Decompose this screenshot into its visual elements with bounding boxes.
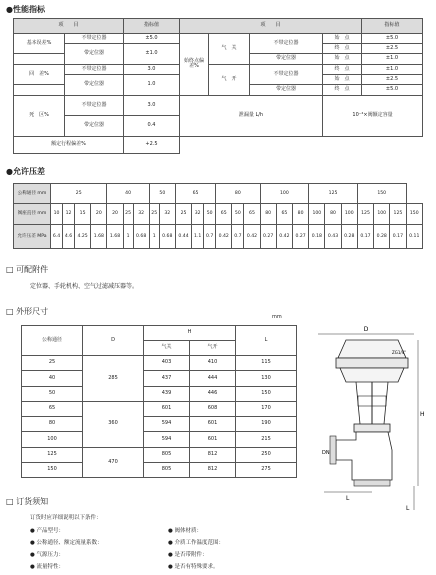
dimensions-table bbox=[21, 325, 297, 478]
dp-cell: 0.7 bbox=[204, 225, 216, 249]
cell: 150 bbox=[357, 184, 406, 204]
cell: 50 bbox=[149, 184, 175, 204]
cell: 1.0 bbox=[124, 74, 180, 95]
seat-cell: 25 bbox=[149, 204, 159, 225]
seat-cell: 32 bbox=[192, 204, 204, 225]
seat-cell: 65 bbox=[244, 204, 260, 225]
dimensions-heading: □ 外形尺寸 bbox=[6, 307, 49, 316]
order-left-1: ● 公称通径、额定流量系数： bbox=[30, 540, 103, 546]
dp-cell: 0.11 bbox=[406, 225, 422, 249]
h-value-2: 指标值 bbox=[362, 19, 423, 34]
h-value: 指标值 bbox=[124, 19, 180, 34]
seat-cell: 125 bbox=[357, 204, 373, 225]
order-left-3: ● 流量特性： bbox=[30, 564, 65, 570]
dp-cell: 1.68 bbox=[91, 225, 107, 249]
valve-drawing bbox=[310, 320, 430, 520]
dp-cell: 0.28 bbox=[341, 225, 357, 249]
dp-cell: 0.28 bbox=[374, 225, 390, 249]
seat-cell: 80 bbox=[325, 204, 341, 225]
dp-cell: 0.68 bbox=[159, 225, 175, 249]
cell: 80 bbox=[216, 184, 260, 204]
cell: 360 bbox=[83, 401, 144, 447]
cell: 805 bbox=[144, 462, 190, 477]
dp-cell: 0.44 bbox=[175, 225, 191, 249]
cell: 公称通径 bbox=[22, 326, 83, 356]
label-qk: 气 开 bbox=[209, 64, 250, 95]
seat-cell: 100 bbox=[374, 204, 390, 225]
seat-cell: 32 bbox=[159, 204, 175, 225]
cell: 终 点 bbox=[323, 85, 362, 95]
label-L1: L bbox=[346, 495, 350, 502]
cell: 40 bbox=[22, 371, 83, 386]
cell: 40 bbox=[107, 184, 149, 204]
h-item-2: 项 目 bbox=[180, 19, 362, 34]
dp-cell: 1.1 bbox=[192, 225, 204, 249]
cell: 594 bbox=[144, 432, 190, 447]
seat-cell: 65 bbox=[276, 204, 292, 225]
cell: 始 点 bbox=[323, 74, 362, 84]
cell: 812 bbox=[190, 447, 236, 462]
cell: ±2.5 bbox=[362, 44, 423, 54]
label-qg: 气 关 bbox=[209, 33, 250, 64]
cell: 125 bbox=[309, 184, 358, 204]
cell: 439 bbox=[144, 386, 190, 401]
seat-cell: 25 bbox=[123, 204, 133, 225]
cell: 不带定位器 bbox=[65, 64, 124, 74]
seat-cell: 100 bbox=[309, 204, 325, 225]
mm-label: mm bbox=[272, 314, 282, 320]
order-right-3: ● 是否有特殊要求。 bbox=[168, 564, 219, 570]
order-right-0: ● 阀体材质： bbox=[168, 528, 203, 534]
cell: 3.0 bbox=[124, 95, 180, 116]
cell: 带定位器 bbox=[250, 85, 323, 95]
accessories-text: 定位器、手轮机构、空气过滤减压器等。 bbox=[30, 283, 139, 290]
dp-cell: 0.17 bbox=[390, 225, 406, 249]
cell: ±5.0 bbox=[362, 85, 423, 95]
label-hysteresis: 回 差% bbox=[14, 64, 65, 85]
seat-cell: 100 bbox=[341, 204, 357, 225]
seat-cell: 50 bbox=[232, 204, 244, 225]
cell: 25 bbox=[51, 184, 107, 204]
cell: 150 bbox=[22, 462, 83, 477]
cell: 446 bbox=[190, 386, 236, 401]
cell: 601 bbox=[190, 417, 236, 432]
cell: 始 点 bbox=[323, 33, 362, 43]
pressure-table bbox=[13, 183, 423, 249]
cell: ±5.0 bbox=[362, 33, 423, 43]
label-L2: L bbox=[406, 505, 410, 512]
dp-cell: 4.6 bbox=[63, 225, 75, 249]
cell: 170 bbox=[236, 401, 297, 416]
seat-cell: 15 bbox=[75, 204, 91, 225]
leak-value: 10⁻⁴×阀额定容量 bbox=[323, 95, 423, 136]
cell: 带定位器 bbox=[65, 44, 124, 65]
seat-cell: 12 bbox=[63, 204, 75, 225]
cell: D bbox=[83, 326, 144, 356]
cell: 50 bbox=[22, 386, 83, 401]
dp-cell: 0.43 bbox=[325, 225, 341, 249]
cell: 190 bbox=[236, 417, 297, 432]
cell: 594 bbox=[144, 417, 190, 432]
cell: +2.5 bbox=[124, 136, 180, 153]
cell: 带定位器 bbox=[65, 74, 124, 95]
seat-cell: 125 bbox=[390, 204, 406, 225]
order-left-0: ● 产品型号： bbox=[30, 528, 65, 534]
seat-cell: 32 bbox=[133, 204, 149, 225]
seat-cell: 25 bbox=[175, 204, 191, 225]
cell: 470 bbox=[83, 447, 144, 478]
cell: 115 bbox=[236, 356, 297, 371]
cell: ±2.5 bbox=[362, 74, 423, 84]
cell: 601 bbox=[190, 432, 236, 447]
cell: 80 bbox=[22, 417, 83, 432]
cell: 始 点 bbox=[323, 54, 362, 64]
cell: 100 bbox=[260, 184, 309, 204]
cell: 125 bbox=[22, 447, 83, 462]
blank-cell bbox=[180, 136, 423, 153]
cell: 带定位器 bbox=[250, 54, 323, 64]
order-left-2: ● 气源压力： bbox=[30, 552, 65, 558]
cell: 公称通径 mm bbox=[14, 184, 51, 204]
cell: 150 bbox=[236, 386, 297, 401]
order-right-1: ● 介质工作温度范围： bbox=[168, 540, 225, 546]
dp-cell: 0.27 bbox=[260, 225, 276, 249]
cell: 215 bbox=[236, 432, 297, 447]
seat-cell: 80 bbox=[260, 204, 276, 225]
label-leak: 泄漏量 L/h bbox=[180, 95, 323, 136]
cell: 100 bbox=[22, 432, 83, 447]
seat-cell: 20 bbox=[107, 204, 123, 225]
dp-cell: 0.42 bbox=[244, 225, 260, 249]
cell: 65 bbox=[22, 401, 83, 416]
dp-cell: 0.17 bbox=[357, 225, 373, 249]
seat-cell: 20 bbox=[91, 204, 107, 225]
cell: 阀座直径 mm bbox=[14, 204, 51, 225]
dp-cell: 0.42 bbox=[216, 225, 232, 249]
seat-cell: 10 bbox=[51, 204, 63, 225]
cell: 444 bbox=[190, 371, 236, 386]
h-item: 项 目 bbox=[14, 19, 124, 34]
cell: 410 bbox=[190, 356, 236, 371]
cell: 608 bbox=[190, 401, 236, 416]
label-basic-error: 基本误差% bbox=[14, 33, 65, 54]
blank-cell bbox=[14, 54, 65, 64]
cell: 65 bbox=[175, 184, 215, 204]
dp-cell: 1 bbox=[123, 225, 133, 249]
cell: 130 bbox=[236, 371, 297, 386]
cell: 812 bbox=[190, 462, 236, 477]
cell: ±1.0 bbox=[362, 54, 423, 64]
dp-cell: 1 bbox=[149, 225, 159, 249]
order-right-2: ● 是否带附件： bbox=[168, 552, 208, 558]
cell: 终 点 bbox=[323, 44, 362, 54]
seat-cell: 65 bbox=[216, 204, 232, 225]
cell: 25 bbox=[22, 356, 83, 371]
blank-cell bbox=[14, 85, 65, 95]
cell: 终 点 bbox=[323, 64, 362, 74]
cell: 0.4 bbox=[124, 116, 180, 137]
cell: 437 bbox=[144, 371, 190, 386]
label-H: H bbox=[420, 411, 425, 418]
label-dead-zone: 死 区% bbox=[14, 95, 65, 136]
label-D: D bbox=[363, 326, 369, 333]
cell: ±1.0 bbox=[362, 64, 423, 74]
seat-cell: 50 bbox=[204, 204, 216, 225]
cell: 不带定位器 bbox=[250, 64, 323, 85]
cell: 带定位器 bbox=[65, 116, 124, 137]
cell: 403 bbox=[144, 356, 190, 371]
performance-heading: ●性能指标 bbox=[6, 5, 45, 14]
cell: 250 bbox=[236, 447, 297, 462]
cell: 不带定位器 bbox=[65, 33, 124, 43]
dp-cell: 0.18 bbox=[309, 225, 325, 249]
label-zg: ZG1/4" bbox=[392, 350, 407, 355]
dp-cell: 4.25 bbox=[75, 225, 91, 249]
cell: 不带定位器 bbox=[65, 95, 124, 116]
dp-cell: 6.4 bbox=[51, 225, 63, 249]
dp-cell: 0.7 bbox=[232, 225, 244, 249]
order-heading: □ 订货须知 bbox=[6, 497, 49, 506]
cell: 601 bbox=[144, 401, 190, 416]
cell: 3.0 bbox=[124, 64, 180, 74]
dp-cell: 0.42 bbox=[276, 225, 292, 249]
dp-cell: 0.27 bbox=[293, 225, 309, 249]
pressure-heading: ●允许压差 bbox=[6, 167, 45, 176]
label-DN: DN bbox=[322, 450, 330, 456]
accessories-heading: □ 可配附件 bbox=[6, 265, 49, 274]
label-start-end: 始终点偏差% bbox=[180, 33, 209, 95]
dp-cell: 0.68 bbox=[133, 225, 149, 249]
cell: 允许压差 MPa bbox=[14, 225, 51, 249]
seat-cell: 80 bbox=[293, 204, 309, 225]
cell: ±5.0 bbox=[124, 33, 180, 43]
cell: ±1.0 bbox=[124, 44, 180, 65]
label-rated-stroke: 额定行程偏差% bbox=[14, 136, 124, 153]
cell: 285 bbox=[83, 356, 144, 402]
cell: L bbox=[236, 326, 297, 356]
dp-cell: 1.68 bbox=[107, 225, 123, 249]
performance-table bbox=[13, 18, 423, 154]
seat-cell: 150 bbox=[406, 204, 422, 225]
cell: 不带定位器 bbox=[250, 33, 323, 54]
cell: 气关 bbox=[144, 341, 190, 356]
order-intro: 订货时应详细说明以下条件： bbox=[30, 515, 102, 521]
cell: 275 bbox=[236, 462, 297, 477]
cell: 805 bbox=[144, 447, 190, 462]
cell: H bbox=[144, 326, 236, 341]
cell: 气开 bbox=[190, 341, 236, 356]
